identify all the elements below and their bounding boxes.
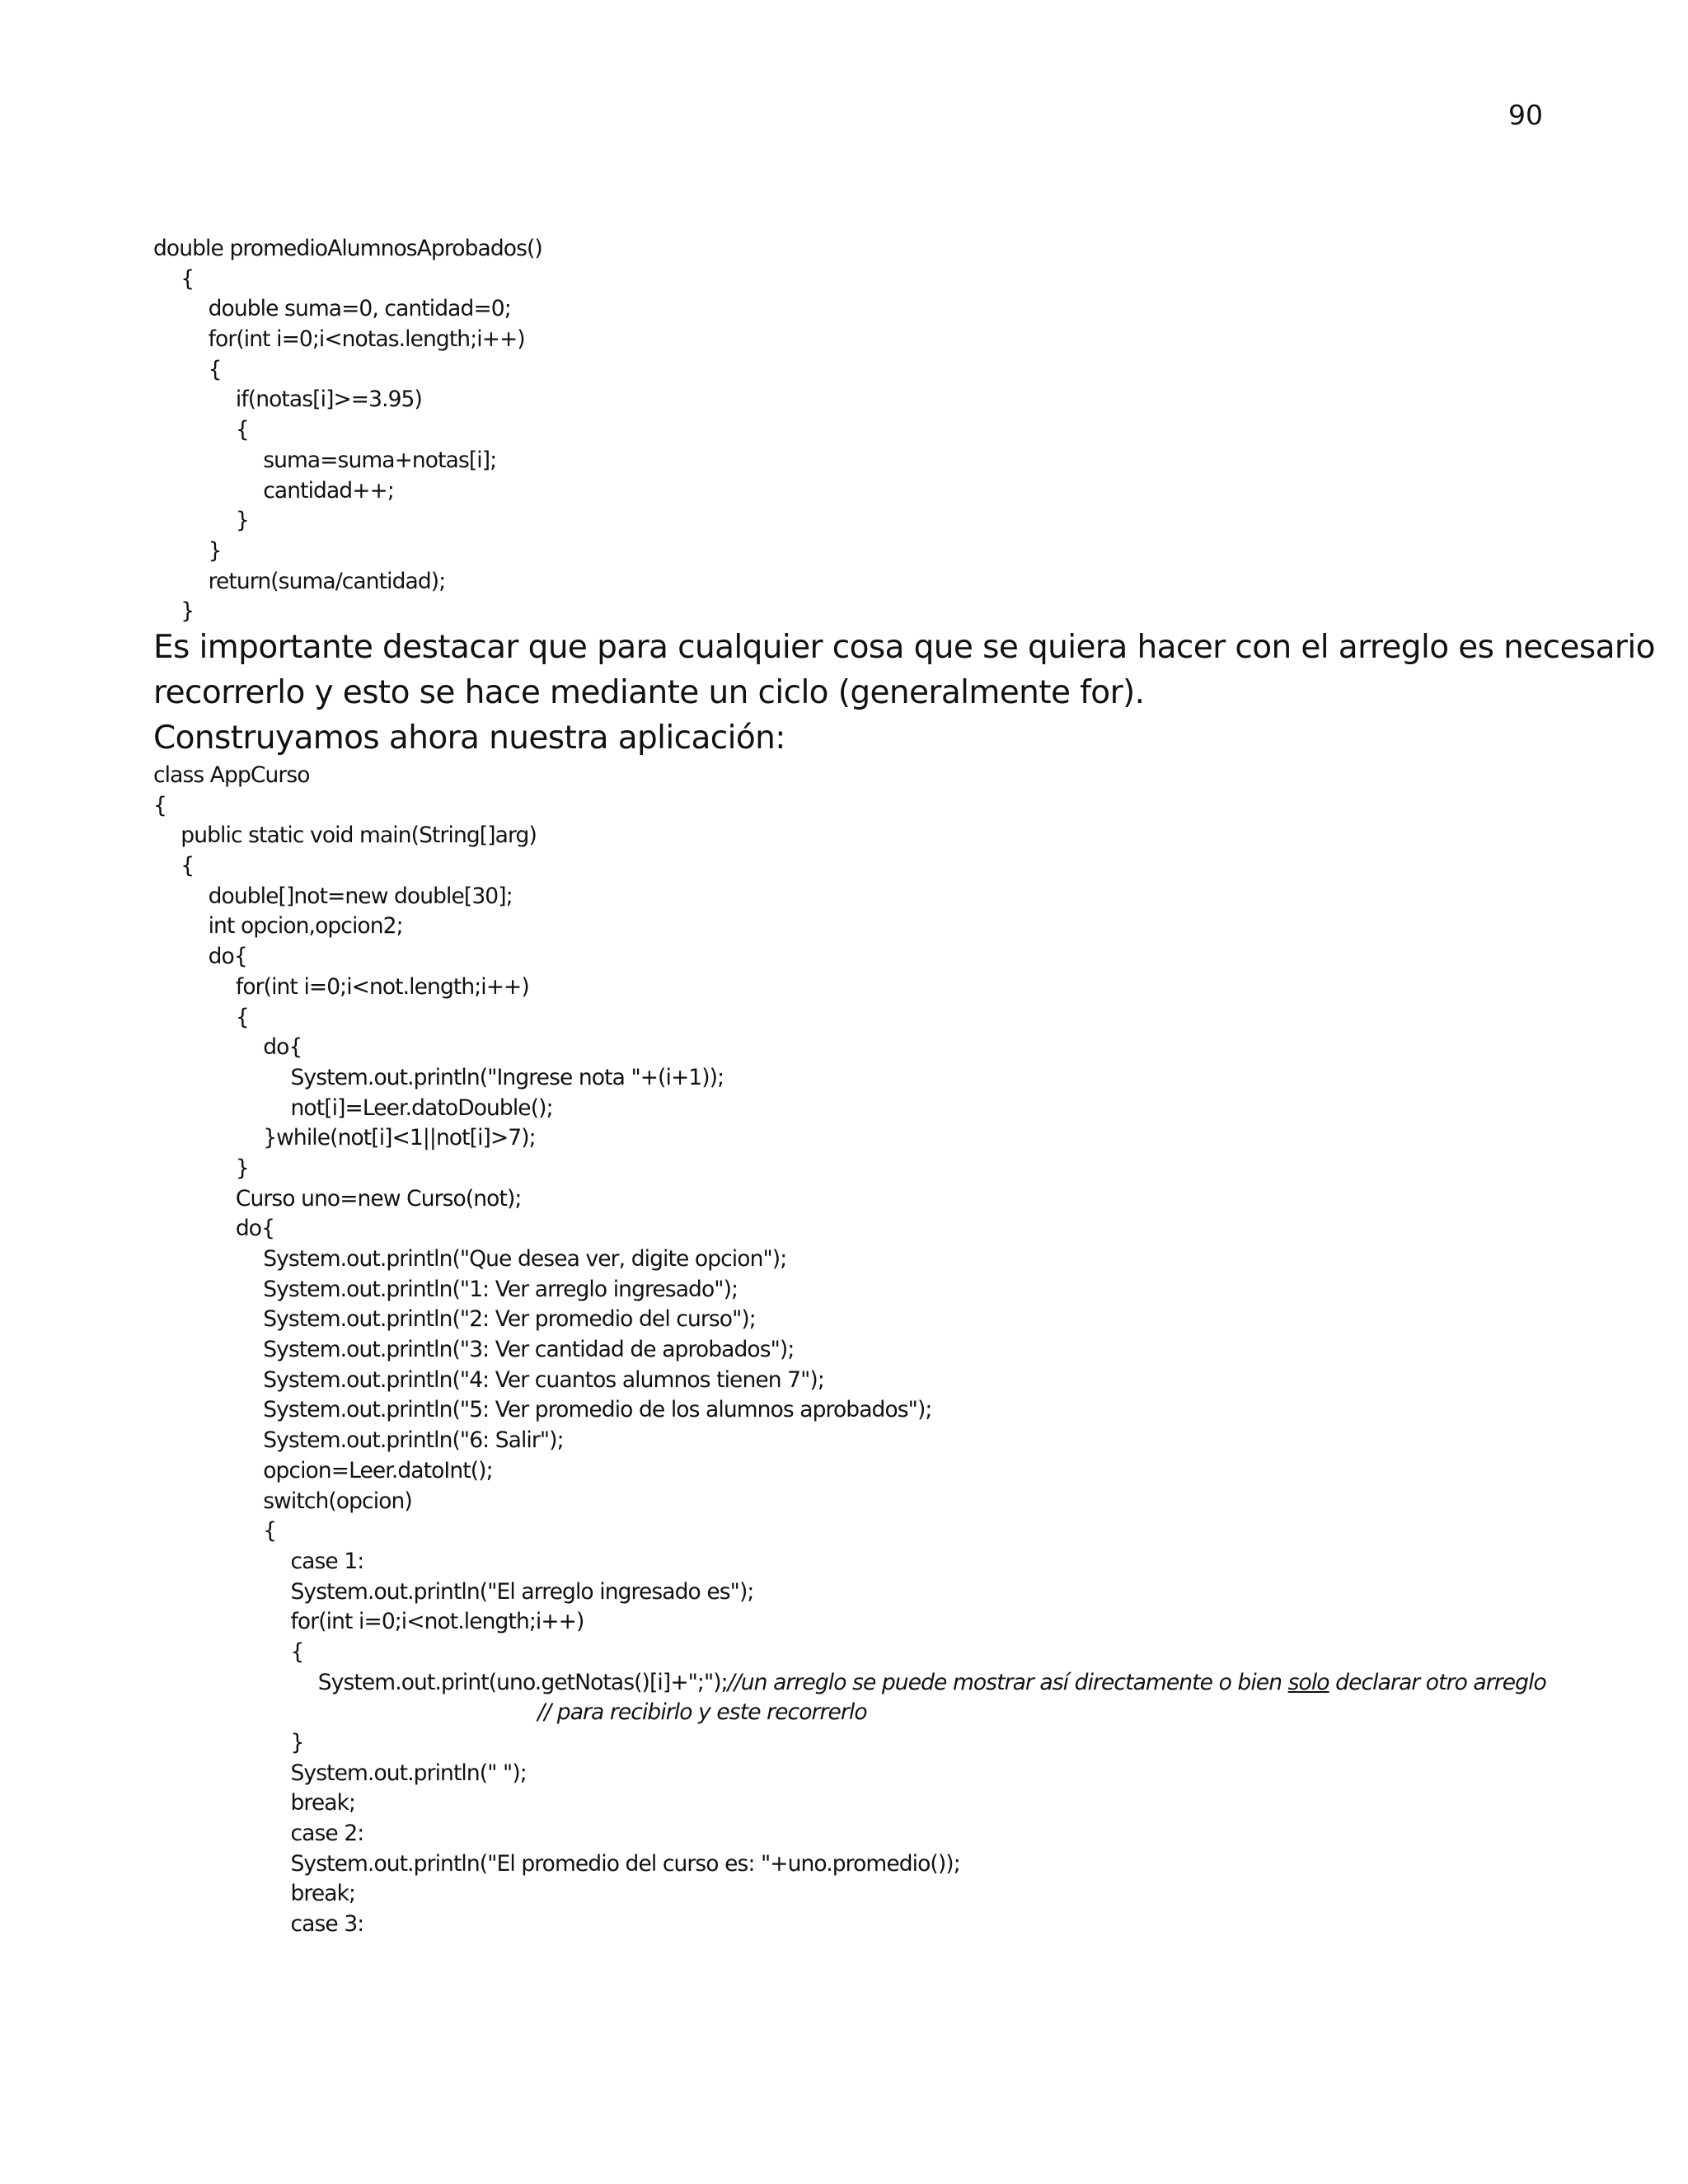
paragraph-line: Construyamos ahora nuestra aplicación: bbox=[153, 719, 785, 757]
code-line bbox=[153, 821, 1546, 851]
code-text: { bbox=[181, 853, 195, 879]
code-line bbox=[153, 1123, 1546, 1154]
code-text: { bbox=[208, 356, 222, 382]
code-text: double[]not=new double[30]; bbox=[208, 883, 513, 909]
code-line bbox=[153, 1728, 1546, 1759]
paragraph-line: Es importante destacar que para cualquier cosa que se quiera hacer con el arreglo es necesario bbox=[153, 629, 1655, 666]
code-text: double promedioAlumnosAprobados() bbox=[153, 236, 542, 261]
code-text: switch(opcion) bbox=[263, 1488, 412, 1514]
code-text: { bbox=[290, 1638, 304, 1665]
code-text: do{ bbox=[235, 1216, 275, 1242]
code-line bbox=[153, 1819, 1546, 1849]
code-text: } bbox=[290, 1730, 304, 1755]
code-line bbox=[153, 385, 542, 415]
code-line bbox=[153, 415, 542, 446]
code-text: System.out.println(" "); bbox=[290, 1760, 527, 1786]
code-text: } bbox=[235, 508, 249, 534]
code-line bbox=[153, 791, 1546, 822]
code-text: System.out.println("2: Ver promedio del curso"); bbox=[263, 1306, 756, 1333]
code-line bbox=[153, 1638, 1546, 1668]
code-text: System.out.println("Ingrese nota "+(i+1)); bbox=[290, 1064, 724, 1090]
code-line bbox=[153, 1094, 1546, 1124]
code-text: case 1: bbox=[290, 1548, 364, 1574]
code-text: break; bbox=[290, 1881, 356, 1907]
code-text: } bbox=[181, 598, 195, 625]
code-line bbox=[153, 234, 542, 265]
code-line bbox=[153, 265, 542, 295]
code-line bbox=[153, 942, 1546, 972]
code-line bbox=[153, 537, 542, 567]
code-text: System.out.println("El arreglo ingresado es"); bbox=[290, 1578, 754, 1605]
code-text: return(suma/cantidad); bbox=[208, 568, 446, 594]
code-line bbox=[153, 476, 542, 507]
code-text: System.out.println("4: Ver cuantos alumnos tienen 7"); bbox=[263, 1366, 824, 1393]
code-line bbox=[153, 1487, 1546, 1517]
code-line bbox=[153, 1063, 1546, 1094]
code-line bbox=[153, 1033, 1546, 1063]
code-line bbox=[153, 1456, 1546, 1487]
code-text: { bbox=[235, 417, 249, 443]
code-line bbox=[153, 1698, 1546, 1728]
code-text: Curso uno=new Curso(not); bbox=[235, 1185, 522, 1212]
code-comment-underlined: solo bbox=[1287, 1669, 1329, 1695]
code-line bbox=[153, 1788, 1546, 1819]
code-line bbox=[153, 1849, 1546, 1880]
code-line bbox=[153, 1516, 1546, 1547]
code-line bbox=[153, 1275, 1546, 1305]
code-text: double suma=0, cantidad=0; bbox=[208, 296, 511, 322]
code-line bbox=[153, 851, 1546, 882]
code-line bbox=[153, 1668, 1546, 1699]
code-line bbox=[153, 1154, 1546, 1184]
code-text: case 2: bbox=[290, 1821, 364, 1847]
code-text: cantidad++; bbox=[263, 477, 394, 504]
code-text: case 3: bbox=[290, 1911, 364, 1938]
code-text: if(notas[i]>=3.95) bbox=[235, 387, 422, 413]
code-text: do{ bbox=[263, 1034, 302, 1061]
code-line bbox=[153, 294, 542, 325]
code-line bbox=[153, 446, 542, 476]
code-line bbox=[153, 972, 1546, 1003]
code-line bbox=[153, 325, 542, 355]
code-text: class AppCurso bbox=[153, 762, 310, 788]
code-text: System.out.println("5: Ver promedio de los alumnos aprobados"); bbox=[263, 1397, 932, 1423]
code-text: } bbox=[235, 1155, 249, 1181]
code-text: { bbox=[263, 1518, 277, 1544]
paragraph-line: recorrerlo y esto se hace mediante un ciclo (generalmente for). bbox=[153, 674, 1145, 711]
code-line bbox=[153, 506, 542, 537]
code-text: }while(not[i]<1||not[i]>7); bbox=[263, 1125, 536, 1151]
code-line bbox=[153, 1214, 1546, 1244]
code-comment: //un arreglo se puede mostrar así directamente o bien bbox=[727, 1669, 1288, 1695]
code-line bbox=[153, 597, 542, 627]
code-line bbox=[153, 1426, 1546, 1456]
code-text: } bbox=[208, 537, 222, 564]
code-text: not[i]=Leer.datoDouble(); bbox=[290, 1094, 553, 1121]
code-line bbox=[153, 1759, 1546, 1789]
code-comment: declarar otro arreglo bbox=[1329, 1669, 1546, 1695]
code-line bbox=[153, 1244, 1546, 1275]
code-line bbox=[153, 1879, 1546, 1910]
code-text: for(int i=0;i<not.length;i++) bbox=[235, 973, 529, 1000]
code-text: for(int i=0;i<not.length;i++) bbox=[290, 1609, 584, 1635]
code-text: do{ bbox=[208, 944, 247, 970]
code-line bbox=[153, 1003, 1546, 1033]
code-line bbox=[153, 1607, 1546, 1638]
code-text: System.out.println("1: Ver arreglo ingresado"); bbox=[263, 1276, 738, 1302]
code-block-method bbox=[153, 234, 542, 627]
code-text: opcion=Leer.datoInt(); bbox=[263, 1457, 493, 1483]
code-line bbox=[153, 1395, 1546, 1426]
code-text: System.out.println("El promedio del curso es: "+uno.promedio()); bbox=[290, 1850, 960, 1877]
page-number: 90 bbox=[1508, 99, 1543, 131]
code-text: break; bbox=[290, 1790, 356, 1816]
code-line bbox=[153, 761, 1546, 791]
code-text: System.out.println("3: Ver cantidad de aprobados"); bbox=[263, 1337, 795, 1363]
code-block-app bbox=[153, 761, 1546, 1940]
code-line bbox=[153, 1335, 1546, 1366]
code-text: for(int i=0;i<notas.length;i++) bbox=[208, 326, 525, 353]
code-text: int opcion,opcion2; bbox=[208, 913, 403, 940]
code-line bbox=[153, 567, 542, 598]
code-line bbox=[153, 1366, 1546, 1396]
code-line bbox=[153, 1184, 1546, 1215]
code-line bbox=[153, 1910, 1546, 1940]
code-line bbox=[153, 355, 542, 386]
explanation-text bbox=[153, 625, 1655, 761]
code-line bbox=[153, 1547, 1546, 1577]
code-line bbox=[153, 1305, 1546, 1335]
code-line bbox=[153, 1577, 1546, 1608]
code-text: { bbox=[235, 1004, 249, 1030]
code-line bbox=[153, 912, 1546, 942]
code-line bbox=[153, 882, 1546, 912]
code-text: { bbox=[181, 265, 195, 292]
code-text: System.out.println("Que desea ver, digite opcion"); bbox=[263, 1246, 787, 1272]
code-text: System.out.print(uno.getNotas()[i]+";"); bbox=[317, 1669, 728, 1695]
code-comment: // para recibirlo y este recorrerlo bbox=[537, 1699, 867, 1726]
code-text: suma=suma+notas[i]; bbox=[263, 447, 497, 473]
code-text: public static void main(String[]arg) bbox=[181, 823, 537, 849]
code-text: { bbox=[153, 792, 166, 818]
code-text: System.out.println("6: Salir"); bbox=[263, 1427, 564, 1454]
